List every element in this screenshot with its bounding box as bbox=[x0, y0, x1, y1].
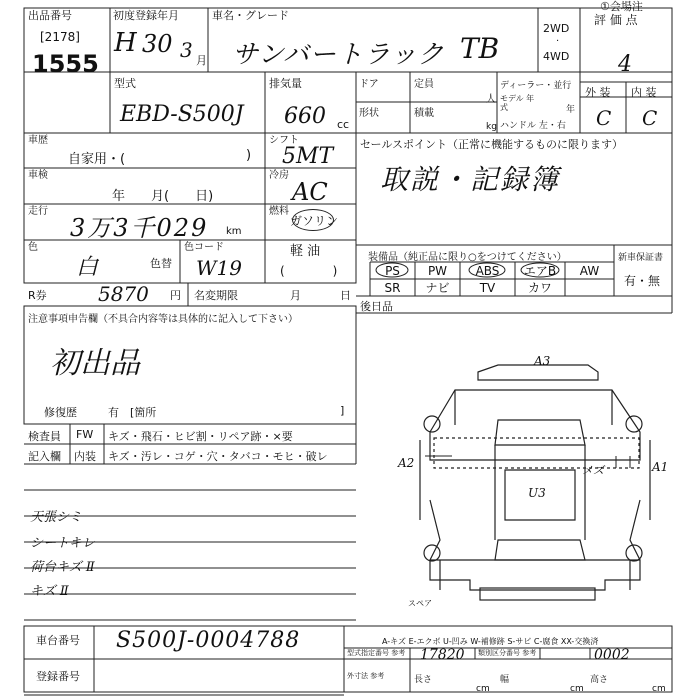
inspector-label-1: 検査員 bbox=[28, 430, 61, 443]
fuel-option-diesel: 軽 油 bbox=[290, 244, 321, 259]
mileage-value: 3万3千029 bbox=[70, 214, 209, 242]
reg-year: 30 bbox=[142, 30, 173, 58]
mark-a2: A2 bbox=[398, 456, 415, 470]
recycle-value: 5870 bbox=[98, 282, 149, 306]
car-name: サンバートラック bbox=[232, 40, 445, 70]
notes-value: 初出品 bbox=[50, 346, 140, 381]
shift-value: 5MT bbox=[282, 144, 334, 169]
dim-width-unit: cm bbox=[570, 684, 584, 694]
model-year-label: モデル 年式 bbox=[500, 94, 535, 112]
drive-4wd: 4WD bbox=[543, 50, 570, 63]
damage-legend: A-キズ E-エクボ U-凹み W-補修跡 S-サビ C-腐食 XX-交換済 bbox=[382, 637, 599, 646]
color-code-value: W19 bbox=[196, 256, 243, 280]
fuel-paren: ( ) bbox=[280, 264, 338, 278]
equip-sr: SR bbox=[384, 281, 401, 295]
eval-label: 評 価 点 bbox=[594, 13, 638, 27]
mark-a3: A3 bbox=[534, 354, 551, 368]
mark-spare: スペア bbox=[408, 599, 432, 608]
eval-score: 4 bbox=[618, 52, 632, 77]
lot-number: 1555 bbox=[32, 50, 99, 78]
capacity-unit: 人 bbox=[486, 94, 496, 105]
car-diagram bbox=[420, 365, 650, 600]
interior-items-label: 内装 bbox=[74, 450, 96, 463]
registration-label: 登録番号 bbox=[36, 670, 80, 683]
year-suffix: 年 bbox=[566, 105, 576, 115]
history-close: ) bbox=[246, 148, 252, 163]
equip-pw: PW bbox=[427, 264, 448, 278]
lot-label: 出品番号 bbox=[28, 9, 72, 22]
exterior-score: C bbox=[596, 106, 612, 130]
mark-a1: A1 bbox=[652, 460, 669, 474]
name-change-month: 月 bbox=[290, 289, 301, 302]
model-value: EBD-S500J bbox=[120, 102, 244, 127]
equip-navi: ナビ bbox=[425, 281, 450, 295]
shape-label: 形状 bbox=[359, 108, 379, 119]
warranty-label: 新車保証書 bbox=[618, 253, 664, 263]
drive-2wd: 2WD bbox=[543, 22, 570, 35]
chassis-value: S500J-0004788 bbox=[116, 628, 301, 653]
class-number-label: 類別区分番号 参考 bbox=[478, 649, 537, 657]
first-reg-label: 初度登録年月 bbox=[113, 9, 179, 22]
equipment-label: 装備品（純正品に限り○をつけてください） bbox=[368, 252, 567, 263]
color-value: 白 bbox=[76, 255, 99, 280]
name-label: 車名・グレード bbox=[212, 9, 289, 22]
inspection-template: 年 月( 日) bbox=[112, 189, 214, 204]
sales-points-label: セールスポイント（正常に機能するものに限ります） bbox=[360, 138, 624, 151]
shift-label: シフト bbox=[269, 135, 299, 146]
mileage-unit: km bbox=[226, 226, 242, 237]
mileage-label: 走行 bbox=[28, 206, 48, 217]
recycle-label: R券 bbox=[28, 289, 47, 302]
displacement-unit: cc bbox=[337, 118, 350, 131]
dim-length: 長さ bbox=[414, 675, 433, 685]
load-unit: kg bbox=[486, 122, 497, 132]
grade: TB bbox=[460, 32, 500, 65]
lot-bracket: [2178] bbox=[40, 30, 80, 44]
model-label: 型式 bbox=[114, 77, 136, 90]
mark-u3: U3 bbox=[528, 486, 546, 500]
venue-note: ①会場注 bbox=[600, 0, 643, 13]
type-designation-label: 型式指定番号 参考 bbox=[347, 649, 406, 657]
sales-points-value: 取説・記録簿 bbox=[380, 163, 561, 196]
remark-3: 荷台キズ Ⅱ bbox=[30, 560, 95, 575]
dealer-label: ディーラー・並行 bbox=[500, 81, 572, 91]
mark-xx: メズ bbox=[582, 464, 604, 477]
era: H bbox=[114, 28, 137, 58]
repair-close: ] bbox=[340, 404, 345, 417]
history-label: 車歴 bbox=[28, 135, 48, 146]
remark-1: 天張シミ bbox=[30, 510, 83, 525]
equip-abs: ABS bbox=[475, 264, 500, 278]
month-suffix: 月 bbox=[196, 54, 207, 67]
color-code-label: 色コード bbox=[184, 242, 224, 253]
interior-label: 内 装 bbox=[631, 86, 657, 99]
equip-leather: カワ bbox=[527, 281, 552, 295]
later-date-label: 後日品 bbox=[360, 300, 393, 313]
dim-height: 高さ bbox=[590, 675, 609, 685]
fuel-circle bbox=[292, 209, 334, 231]
repair-value: 有 [箇所 bbox=[108, 406, 157, 419]
color-label: 色 bbox=[28, 242, 38, 253]
dim-width: 幅 bbox=[500, 675, 510, 685]
load-label: 積載 bbox=[414, 108, 434, 119]
repair-label: 修復歴 bbox=[44, 406, 77, 419]
ac-label: 冷房 bbox=[269, 170, 289, 181]
handle-label: ハンドル 左・右 bbox=[500, 121, 566, 131]
dim-height-unit: cm bbox=[652, 684, 666, 694]
fuel-option-gasoline: ガソリン bbox=[290, 214, 339, 228]
reg-month: 3 bbox=[180, 38, 193, 62]
class-number-value: 0002 bbox=[594, 647, 630, 663]
displacement-value: 660 bbox=[284, 104, 326, 129]
notes-label: 注意事項申告欄（不具合内容等は具体的に記入して下さい） bbox=[28, 314, 298, 325]
capacity-label: 定員 bbox=[414, 79, 434, 90]
interior-items: キズ・汚レ・コゲ・穴・タバコ・モヒ・破レ bbox=[108, 450, 328, 463]
equip-tv: TV bbox=[479, 281, 496, 295]
warranty-value: 有・無 bbox=[624, 274, 661, 288]
type-designation-value: 17820 bbox=[420, 647, 465, 663]
fw-items: キズ・飛石・ヒビ割・リペア跡・×要 bbox=[108, 430, 293, 443]
equip-ps: PS bbox=[385, 264, 400, 278]
name-change-day: 日 bbox=[340, 289, 351, 302]
remark-2: シートキレ bbox=[30, 536, 95, 551]
color-change-label: 色替 bbox=[150, 257, 172, 270]
inspector-label-2: 記入欄 bbox=[28, 450, 61, 463]
door-label: ドア bbox=[359, 79, 379, 90]
displacement-label: 排気量 bbox=[269, 77, 302, 90]
chassis-label: 車台番号 bbox=[36, 634, 80, 647]
fw-label: FW bbox=[76, 428, 94, 441]
exterior-label: 外 装 bbox=[585, 86, 611, 99]
remark-4: キズ Ⅱ bbox=[30, 584, 69, 599]
fuel-label: 燃料 bbox=[269, 206, 289, 217]
equip-airbag: エアB bbox=[523, 264, 557, 278]
name-change-label: 名変期限 bbox=[194, 289, 238, 302]
inspection-label: 車検 bbox=[28, 170, 48, 181]
dim-length-unit: cm bbox=[476, 684, 490, 694]
interior-score: C bbox=[642, 106, 658, 130]
history-value: 自家用・( bbox=[68, 152, 126, 167]
ac-value: AC bbox=[292, 178, 328, 206]
equip-aw: AW bbox=[579, 264, 600, 278]
recycle-unit: 円 bbox=[170, 289, 181, 302]
dimension-label: 外寸法 参考 bbox=[347, 672, 385, 680]
